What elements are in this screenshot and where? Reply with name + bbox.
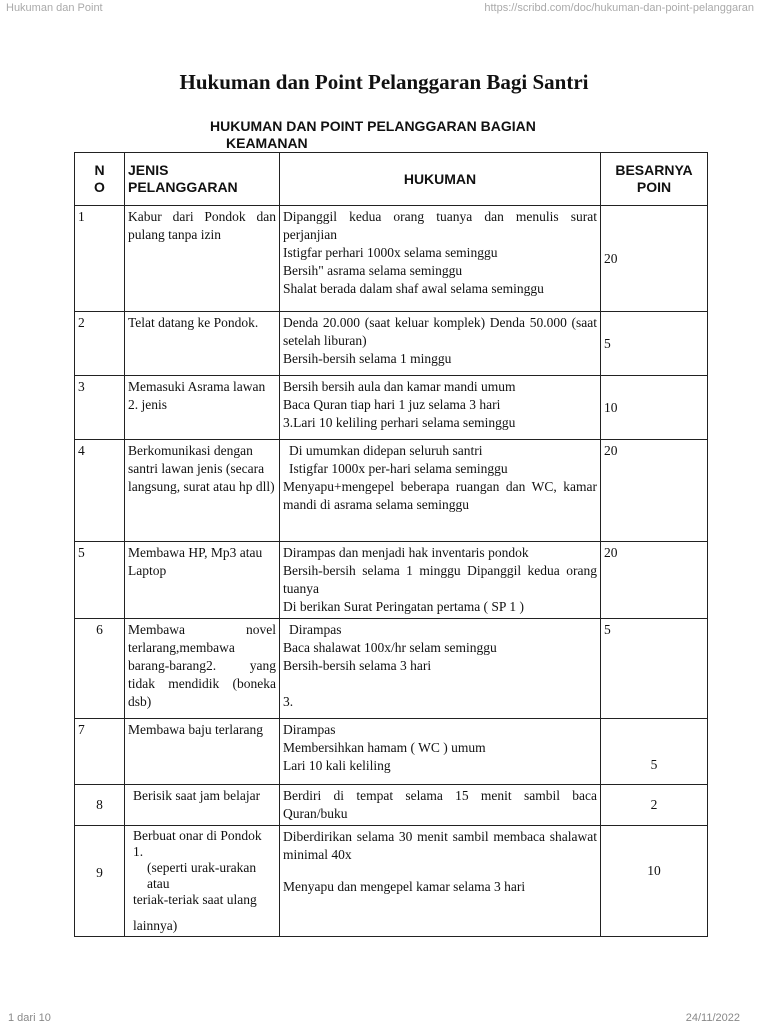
row-jenis: Berkomunikasi dengan santri lawan jenis (secara langsung, surat atau hp dll): [125, 440, 280, 542]
row-number: 3: [75, 376, 125, 440]
row-number: 9: [75, 826, 125, 937]
table-row: [75, 542, 708, 619]
table-row: [75, 312, 708, 376]
table-row: [75, 826, 708, 937]
row-number: 8: [75, 785, 125, 826]
table-row: [75, 785, 708, 826]
subtitle-line-2: KEAMANAN: [226, 135, 308, 151]
row-number: 4: [75, 440, 125, 542]
row-poin: 5: [601, 312, 708, 376]
row-jenis: Memasuki Asrama lawan 2. jenis: [125, 376, 280, 440]
row-jenis: Kabur dari Pondok dan pulang tanpa izin: [125, 206, 280, 312]
row-poin: 10: [601, 826, 708, 937]
row-jenis: Berbuat onar di Pondok 1. (seperti urak-urakan atau teriak-teriak saat ulang lainnya): [125, 826, 280, 937]
row-hukuman: Denda 20.000 (saat keluar komplek) Denda 50.000 (saat setelah liburan) Bersih-bersih selama 1 minggu: [280, 312, 601, 376]
row-hukuman: Bersih bersih aula dan kamar mandi umum Baca Quran tiap hari 1 juz selama 3 hari 3.Lari 10 keliling perhari selama seminggu: [280, 376, 601, 440]
subtitle-line-1: HUKUMAN DAN POINT PELANGGARAN BAGIAN: [210, 118, 536, 134]
row-jenis: Membawa baju terlarang: [125, 719, 280, 785]
row-poin: 20: [601, 440, 708, 542]
table-row: [75, 619, 708, 719]
row-hukuman: Dirampas dan menjadi hak inventaris pondok Bersih-bersih selama 1 minggu Dipanggil kedua orang tuanya Di berikan Surat Peringatan pertama ( SP 1 ): [280, 542, 601, 619]
row-hukuman: Dipanggil kedua orang tuanya dan menulis surat perjanjian Istigfar perhari 1000x selama seminggu Bersih" asrama selama seminggu Shalat berada dalam shaf awal selama seminggu: [280, 206, 601, 312]
footer-date: 24/11/2022: [685, 1012, 740, 1024]
table-row: [75, 206, 708, 312]
row-hukuman: Berdiri di tempat selama 15 menit sambil baca Quran/buku: [280, 785, 601, 826]
section-subtitle: [210, 118, 590, 152]
header-jenis-pelanggaran: JENIS PELANGGARAN: [125, 153, 280, 206]
violations-table: [74, 152, 708, 937]
row-jenis: Berisik saat jam belajar: [125, 785, 280, 826]
browser-header-title: Hukuman dan Point: [6, 2, 103, 14]
footer-page-count: 1 dari 10: [8, 1012, 51, 1024]
row-poin: 5: [601, 619, 708, 719]
row-number: 1: [75, 206, 125, 312]
document-title: Hukuman dan Point Pelanggaran Bagi Santri: [179, 70, 589, 94]
row-jenis: Membawa novel terlarang,membawa barang-barang2. yang tidak mendidik (boneka dsb): [125, 619, 280, 719]
row-hukuman: Diberdirikan selama 30 menit sambil membaca shalawat minimal 40x Menyapu dan mengepel kamar selama 3 hari: [280, 826, 601, 937]
browser-header-url: https://scribd.com/doc/hukuman-dan-point-pelanggaran: [484, 2, 754, 14]
row-hukuman: Dirampas Baca shalawat 100x/hr selam seminggu Bersih-bersih selama 3 hari 3.: [280, 619, 601, 719]
row-poin: 20: [601, 206, 708, 312]
table-header-row: [75, 153, 708, 206]
row-poin: 20: [601, 542, 708, 619]
row-number: 2: [75, 312, 125, 376]
row-poin: 5: [601, 719, 708, 785]
row-jenis: Membawa HP, Mp3 atau Laptop: [125, 542, 280, 619]
table-row: [75, 719, 708, 785]
row-poin: 2: [601, 785, 708, 826]
header-hukuman: HUKUMAN: [280, 153, 601, 206]
row-jenis: Telat datang ke Pondok.: [125, 312, 280, 376]
row-hukuman: Dirampas Membersihkan hamam ( WC ) umum Lari 10 kali keliling: [280, 719, 601, 785]
row-number: 7: [75, 719, 125, 785]
row-poin: 10: [601, 376, 708, 440]
table-row: [75, 376, 708, 440]
row-hukuman: Di umumkan didepan seluruh santri Istigfar 1000x per-hari selama seminggu Menyapu+mengepel beberapa ruangan dan WC, kamar mandi di asrama selama seminggu: [280, 440, 601, 542]
row-number: 5: [75, 542, 125, 619]
row-number: 6: [75, 619, 125, 719]
table-row: [75, 440, 708, 542]
header-besarnya-poin: BESARNYA POIN: [601, 153, 708, 206]
header-no: N O: [75, 153, 125, 206]
